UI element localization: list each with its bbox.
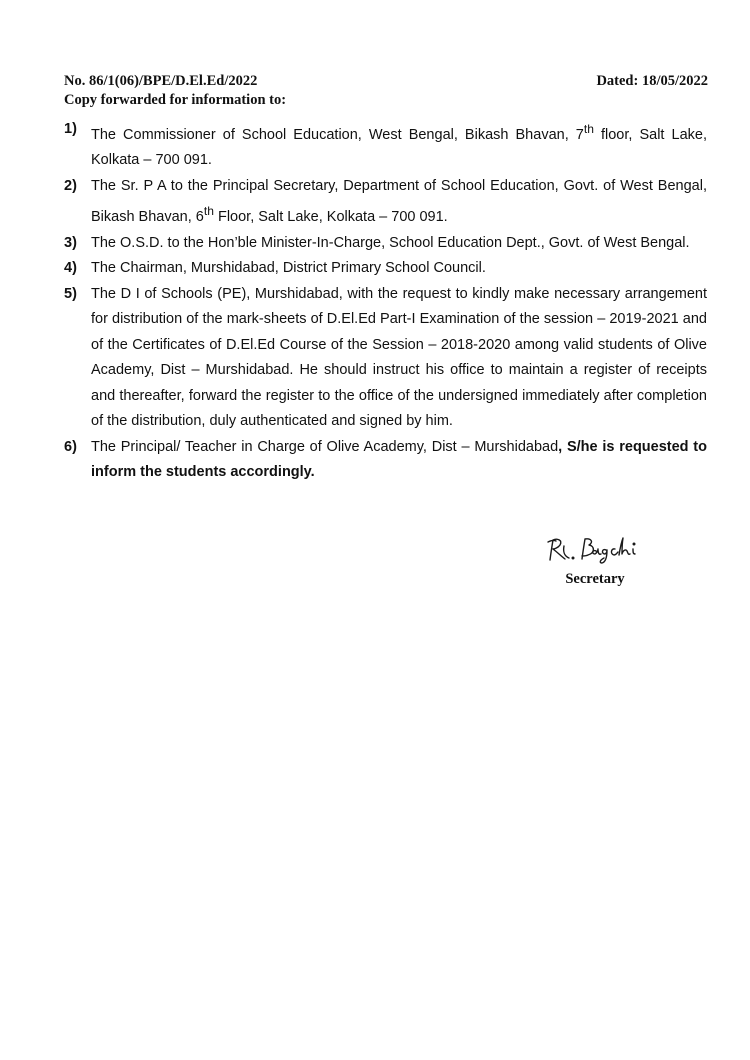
signature-block [530, 534, 660, 592]
recipient-item [64, 435, 707, 486]
item-number: 6) [64, 438, 77, 455]
bold-request-text: , S/he is requested to inform the students accordingly. [91, 438, 707, 481]
item-number: 4) [64, 260, 77, 277]
memo-date: Dated: 18/05/2022 [596, 73, 708, 89]
handwritten-signature [544, 534, 644, 566]
item-text: The Commissioner of School Education, West Bengal, Bikash Bhavan, 7th floor, Salt Lake, Kolkata – 700 091. [91, 122, 707, 169]
item-number: 2) [64, 177, 77, 194]
item-number: 5) [64, 285, 77, 302]
item-text: The Chairman, Murshidabad, District Primary School Council. [91, 260, 486, 277]
item-number: 3) [64, 234, 77, 251]
signatory-designation: Secretary [565, 571, 625, 587]
memo-number: No. 86/1(06)/BPE/D.El.Ed/2022 [64, 73, 258, 89]
copy-forwarded-line: Copy forwarded for information to: [64, 92, 287, 108]
item-number: 1) [64, 121, 77, 137]
item-text: The Principal/ Teacher in Charge of Olive Academy, Dist – Murshidabad, S/he is requested to inform the students accordingly. [91, 438, 707, 481]
recipient-item [64, 231, 707, 257]
recipient-item [64, 117, 707, 174]
item-text: The D I of Schools (PE), Murshidabad, with the request to kindly make necessary arrangement for distribution of the mark-sheets of D.El.Ed Part-I Examination of the session – 2019-2021 and of the Certificates of D.El.Ed Course of the Session – 2018-2020 among valid students of Olive Academy, Dist – Murshidabad. He should instruct his office to maintain a register of receipts and thereafter, forward the register to the office of the undersigned immediately after completion of the distribution, duly authenticated and signed by him. [91, 285, 707, 430]
recipient-item [64, 174, 707, 231]
recipient-item [64, 282, 707, 435]
item-text: The O.S.D. to the Hon’ble Minister-In-Charge, School Education Dept., Govt. of West Bengal. [91, 234, 690, 251]
memo-header [64, 72, 708, 110]
item-text: The Sr. P A to the Principal Secretary, Department of School Education, Govt. of West Bengal, Bikash Bhavan, 6th Floor, Salt Lake, Kolkata – 700 091. [91, 177, 707, 226]
recipient-item [64, 256, 707, 282]
recipient-list [64, 117, 707, 486]
